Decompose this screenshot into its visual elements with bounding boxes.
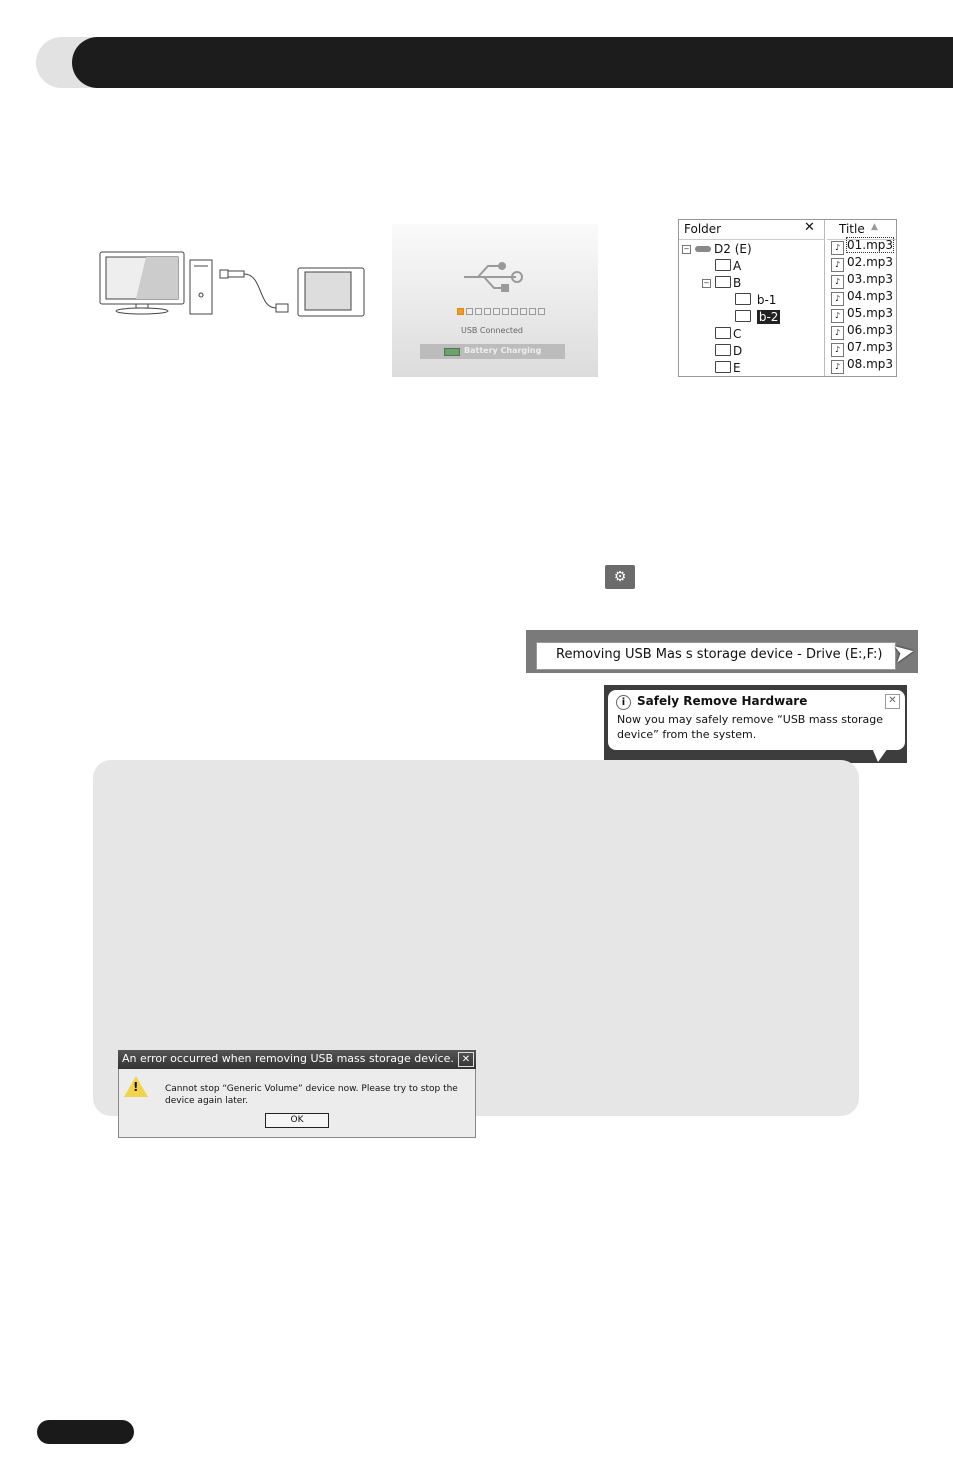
folder-header [679, 220, 824, 240]
folder-icon [715, 361, 731, 373]
tree-item-label: D [733, 344, 743, 358]
header-bar [72, 37, 953, 88]
usb-progress-dots [457, 308, 545, 315]
info-icon: i [616, 695, 631, 710]
battery-icon [444, 348, 460, 356]
sort-ascending-icon: ▲ [871, 222, 878, 232]
tree-item-label: D2 (E) [714, 242, 752, 256]
file-name: 05.mp3 [847, 306, 894, 320]
page-number-tab [37, 1420, 134, 1444]
progress-dot [538, 308, 545, 315]
list-item[interactable] [831, 254, 893, 271]
file-name: 04.mp3 [847, 289, 894, 303]
progress-dot [493, 308, 500, 315]
file-name: 01.mp3 [847, 238, 894, 252]
list-item[interactable] [831, 339, 893, 356]
folder-header-label: Folder [684, 222, 722, 236]
file-name: 06.mp3 [847, 323, 894, 337]
title-header-label: Title [839, 222, 865, 236]
mouse-cursor-icon: ➤ [890, 636, 918, 670]
warning-icon-mark: ! [133, 1080, 139, 1094]
list-item[interactable] [831, 271, 893, 288]
tree-item-folder[interactable] [715, 344, 742, 359]
file-explorer-panel [678, 219, 897, 377]
folder-icon [735, 293, 751, 305]
audio-file-icon: ♪ [831, 309, 844, 323]
file-name: 07.mp3 [847, 340, 894, 354]
progress-dot [529, 308, 536, 315]
folder-tree-pane [679, 220, 825, 376]
tree-item-label: B [733, 276, 742, 290]
progress-dot [466, 308, 473, 315]
audio-file-icon: ♪ [831, 292, 844, 306]
folder-icon [715, 276, 731, 288]
pc-connection-illustration [98, 250, 368, 320]
safely-remove-hardware-tray-icon[interactable]: ⚙ [605, 565, 635, 589]
file-list-pane [827, 220, 896, 376]
audio-file-icon: ♪ [831, 360, 844, 374]
balloon-title: Safely Remove Hardware [637, 694, 808, 708]
collapse-icon[interactable]: − [683, 245, 690, 253]
progress-dot [475, 308, 482, 315]
tree-item-folder-selected[interactable] [735, 310, 780, 325]
balloon-message: Now you may safely remove “USB mass storage device” from the system. [617, 713, 884, 741]
audio-file-icon: ♪ [831, 258, 844, 272]
tree-item-drive[interactable] [695, 242, 752, 257]
progress-dot [457, 308, 464, 315]
file-name: 08.mp3 [847, 357, 894, 371]
list-item[interactable] [831, 356, 893, 373]
file-name: 03.mp3 [847, 272, 894, 286]
ok-button[interactable]: OK [265, 1113, 329, 1128]
close-icon[interactable]: ✕ [458, 1052, 474, 1067]
folder-icon [715, 344, 731, 356]
tree-item-label: A [733, 259, 742, 273]
usb-symbol-icon [462, 260, 524, 294]
progress-dot [511, 308, 518, 315]
tree-item-label: C [733, 327, 742, 341]
progress-dot [520, 308, 527, 315]
tree-item-folder[interactable] [715, 276, 741, 291]
folder-icon [715, 327, 731, 339]
drive-icon [695, 246, 711, 252]
tree-item-folder[interactable] [715, 361, 741, 376]
tree-item-label: b-2 [758, 310, 779, 324]
file-name: 02.mp3 [847, 255, 894, 269]
tree-item-folder[interactable] [715, 259, 741, 274]
list-item[interactable] [831, 305, 893, 322]
list-item[interactable] [831, 322, 893, 339]
audio-file-icon: ♪ [831, 241, 844, 255]
audio-file-icon: ♪ [831, 343, 844, 357]
close-icon[interactable]: ✕ [885, 694, 900, 709]
audio-file-icon: ♪ [831, 326, 844, 340]
tree-item-label: b-1 [756, 293, 777, 307]
removal-tooltip-text: Removing USB Mas s storage device - Drive (E:,F:) [556, 647, 883, 662]
error-dialog-message: Cannot stop “Generic Volume” device now. Please try to stop the device again later. [165, 1084, 458, 1106]
audio-file-icon: ♪ [831, 275, 844, 289]
close-icon[interactable]: ✕ [804, 220, 815, 235]
folder-icon [715, 259, 731, 271]
balloon-tail [872, 748, 888, 762]
tree-item-label: E [733, 361, 741, 375]
error-dialog-title: An error occurred when removing USB mass storage device. [122, 1052, 454, 1065]
battery-status-text: Battery Charging [464, 346, 542, 355]
usb-status-text: USB Connected [460, 326, 524, 335]
tree-item-folder[interactable] [735, 293, 776, 308]
folder-icon [735, 310, 751, 322]
list-item[interactable] [831, 237, 893, 254]
tree-item-folder[interactable] [715, 327, 741, 342]
collapse-icon[interactable]: − [703, 279, 710, 287]
progress-dot [502, 308, 509, 315]
list-item[interactable] [831, 288, 893, 305]
progress-dot [484, 308, 491, 315]
